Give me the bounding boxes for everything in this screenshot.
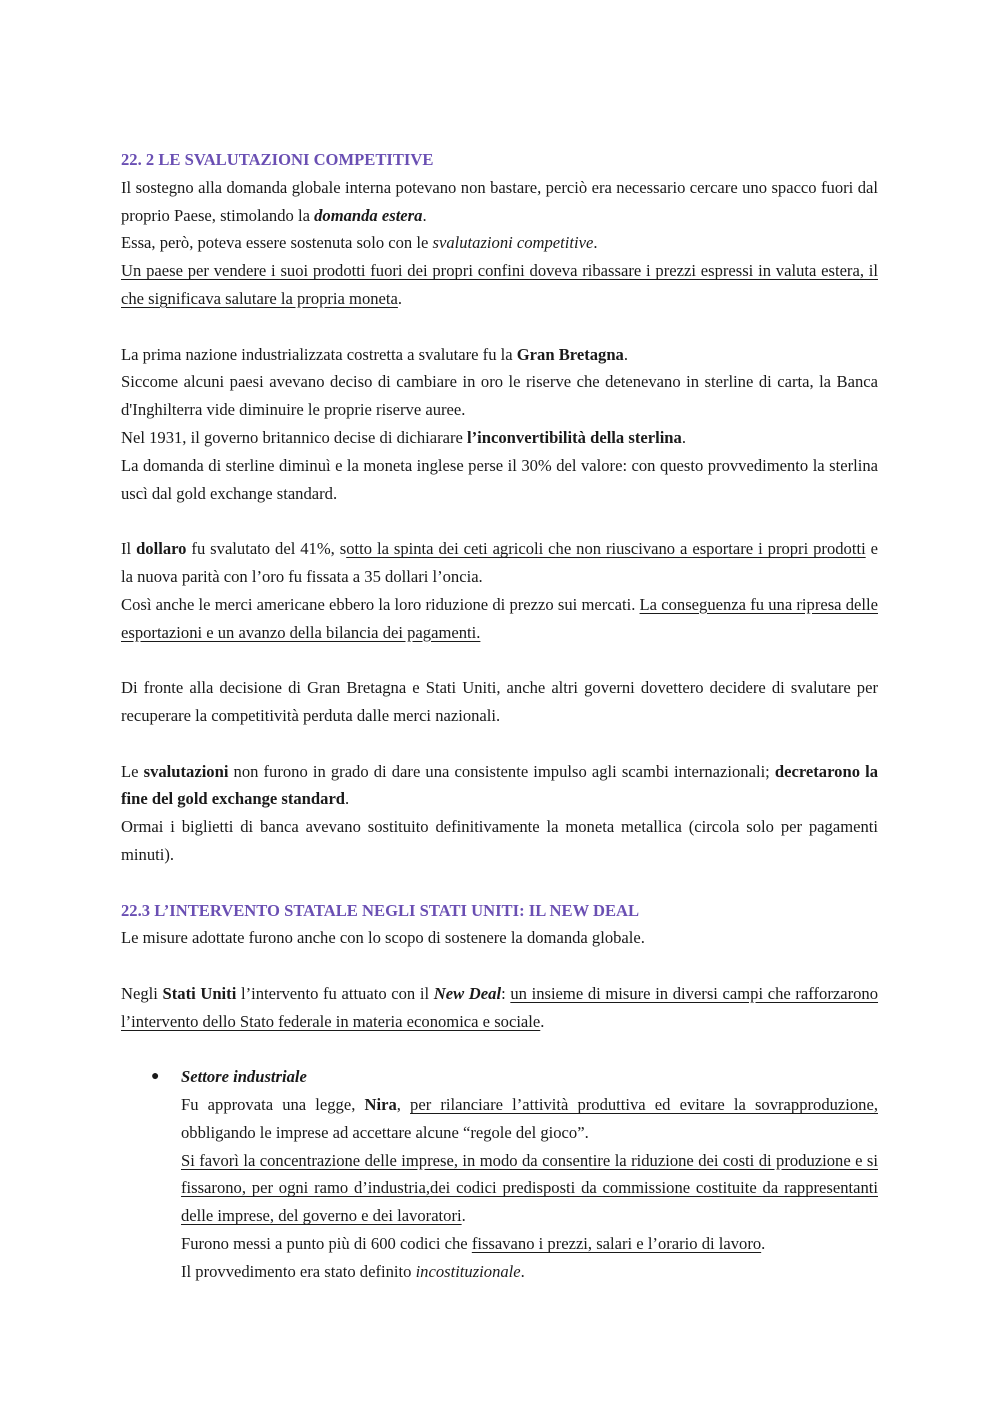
paragraph	[121, 758, 878, 814]
emphasis-text: domanda estera	[314, 205, 423, 225]
emphasis-text: Settore industriale	[181, 1067, 307, 1087]
bold-text: svalutazioni	[143, 761, 229, 781]
text: .	[593, 233, 598, 253]
section-heading-new-deal: 22.3 L’INTERVENTO STATALE NEGLI STATI UNITI: IL NEW DEAL	[121, 900, 640, 920]
paragraph	[181, 1147, 878, 1230]
bold-text: Nira	[364, 1095, 397, 1115]
paragraph	[181, 1091, 878, 1147]
list-item	[121, 1063, 878, 1285]
paragraph	[121, 591, 878, 647]
text: .	[681, 427, 686, 447]
text: .	[540, 1011, 545, 1031]
paragraph	[181, 1230, 878, 1258]
paragraph	[121, 229, 878, 257]
bold-text: dollaro	[136, 539, 187, 559]
text: Così anche le merci americane ebbero la loro riduzione di prezzo sui mercati.	[121, 594, 640, 614]
bullet-list	[121, 1063, 878, 1285]
paragraph	[121, 980, 878, 1036]
italic-text: svalutazioni competitive	[432, 233, 594, 253]
underlined-text: La conseguenza fu una ripresa delle esportazioni e un avanzo della bilancia dei pagamenti.	[121, 594, 878, 642]
bold-text: decretarono la fine del gold exchange standard	[121, 761, 878, 809]
italic-text: incostituzionale	[415, 1261, 521, 1281]
section-heading-svalutazioni: 22. 2 LE SVALUTAZIONI COMPETITIVE	[121, 150, 434, 169]
paragraph	[181, 1258, 878, 1286]
paragraph	[121, 341, 878, 369]
text: .	[345, 789, 350, 809]
text: Fu approvata una legge,	[181, 1095, 365, 1115]
paragraph	[121, 535, 878, 591]
underlined-text: otto la spinta dei ceti agricoli che non riuscivano a esportare i propri prodotti	[346, 539, 866, 559]
text: l’intervento fu attuato con il	[236, 983, 434, 1003]
paragraph: Di fronte alla decisione di Gran Bretagna e Stati Uniti, anche altri governi dovettero decidere di svalutare per recuperare la competitività perduta dalle merci nazionali.	[121, 678, 878, 725]
text: non furono in grado di dare una consistente impulso agli scambi internazionali;	[228, 761, 775, 781]
text: Nel 1931, il governo britannico decise di dichiarare	[121, 427, 468, 447]
emphasis-text: New Deal	[433, 983, 502, 1003]
text: La prima nazione industrializzata costretta a svalutare fu la	[121, 344, 517, 364]
text: Il sostegno alla domanda globale interna potevano non bastare, perciò era necessario cercare uno spacco fuori dal proprio Paese, stimolando la	[121, 177, 878, 225]
underlined-text: Si favorì la concentrazione delle imprese, in modo da consentire la riduzione dei costi di produzione e si fissarono, per ogni ramo d’industria,dei codici predisposti da commissione costituite da rappresentanti delle imprese, del governo e dei lavoratori	[181, 1150, 878, 1226]
text: Il	[121, 539, 137, 559]
bullet-icon: ●	[151, 1069, 160, 1085]
text: :	[501, 983, 511, 1003]
bold-text: Stati Uniti	[162, 983, 237, 1003]
text: .	[761, 1234, 766, 1254]
paragraph: Siccome alcuni paesi avevano deciso di cambiare in oro le riserve che detenevano in sterline di carta, la Banca d'Inghilterra vide diminuire le proprie riserve auree.	[121, 372, 878, 420]
paragraph: Ormai i biglietti di banca avevano sostituito definitivamente la moneta metallica (circola solo per pagamenti minuti).	[121, 817, 878, 864]
underlined-text: per rilanciare l’attività produttiva ed evitare la sovrapproduzione,	[410, 1095, 878, 1115]
text: Negli	[121, 983, 163, 1003]
text: .	[520, 1261, 525, 1281]
paragraph: La domanda di sterline diminuì e la moneta inglese perse il 30% del valore: con questo provvedimento la sterlina uscì dal gold exchange standard.	[121, 455, 878, 503]
text: Furono messi a punto più di 600 codici che	[181, 1234, 472, 1254]
text: Essa, però, poteva essere sostenuta solo con le	[121, 233, 433, 253]
text: ,	[396, 1095, 411, 1115]
text: .	[461, 1206, 466, 1226]
text: e la nuova parità con l’oro fu fissata a 35 dollari l’oncia.	[121, 539, 878, 586]
text: fu svalutato del 41%, s	[186, 539, 347, 559]
text: .	[623, 344, 629, 364]
text: .	[397, 288, 403, 308]
paragraph	[121, 257, 878, 313]
bold-text: Gran Bretagna	[516, 344, 624, 364]
text: Le	[121, 761, 144, 781]
underlined-text: Un paese per vendere i suoi prodotti fuori dei propri confini doveva ribassare i prezzi espressi in valuta estera, il che significava salutare la propria moneta	[121, 261, 878, 308]
text: obbligando le imprese ad accettare alcune “regole del gioco”.	[181, 1122, 589, 1142]
underlined-text: fissavano i prezzi, salari e l’orario di lavoro	[471, 1234, 762, 1254]
text: Il provvedimento era stato definito	[181, 1261, 416, 1281]
paragraph	[121, 424, 878, 452]
bold-text: l’inconvertibilità della sterlina	[467, 427, 682, 447]
underlined-text: un insieme di misure in diversi campi che rafforzarono l’intervento dello Stato federale in materia economica e sociale	[121, 983, 879, 1031]
text: .	[422, 205, 427, 225]
paragraph	[121, 174, 878, 230]
paragraph: Le misure adottate furono anche con lo scopo di sostenere la domanda globale.	[121, 928, 645, 948]
document-body	[121, 146, 878, 1286]
list-item-title	[181, 1063, 878, 1091]
